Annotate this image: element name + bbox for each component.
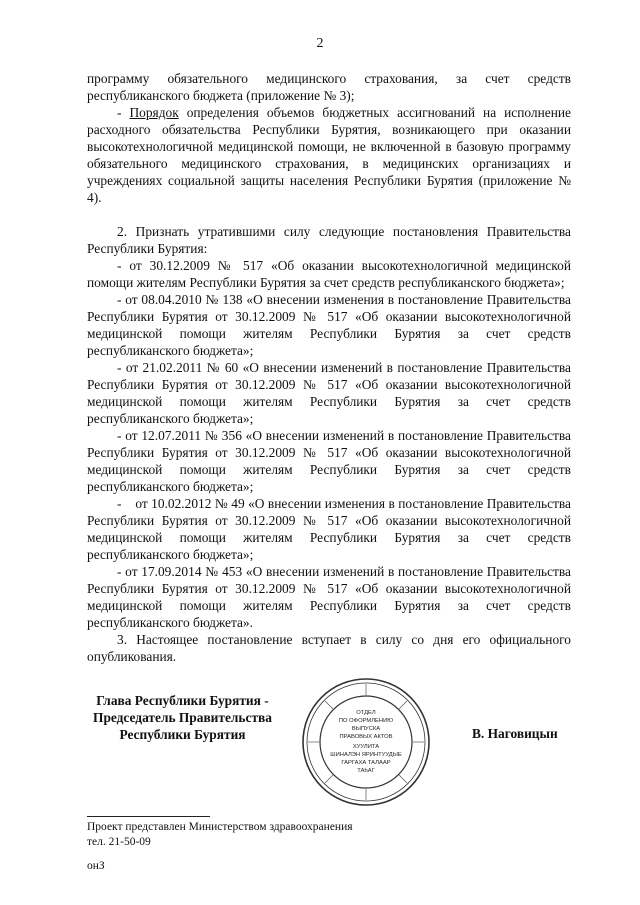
seal-text: ПО ОФОРМЛЕНИЮ	[338, 718, 394, 724]
seal-text: ХУУЛИТА	[352, 744, 380, 750]
paragraph-2: 2. Признать утратившими силу следующие постановления Правительства Республики Бурятия:	[87, 224, 571, 256]
signatory-title-line: Председатель Правительства	[93, 710, 272, 725]
seal-text: ШИНАЛЭН ЯРИНТУУДЫЕ	[330, 752, 402, 758]
footnote-divider	[87, 816, 210, 817]
order-link[interactable]: Порядок	[129, 105, 179, 120]
list-item: - от 30.12.2009 № 517 «Об оказании высокотехнологичной медицинской помощи жителям Республики Бурятия за счет средств республиканского бюджета»;	[87, 258, 571, 290]
seal-text: ГАРГАХА ТАЛААР	[341, 760, 391, 766]
footer-phone: тел. 21-50-09	[87, 836, 151, 848]
list-item: - от 08.04.2010 № 138 «О внесении изменения в постановление Правительства Республики Бурятия от 30.12.2009 № 517 «Об оказании высокотехнологичной медицинской помощи жителям Республики Бурятия за счет средств республиканского бюджета»;	[87, 292, 571, 358]
order-text: определения объемов бюджетных ассигнований на исполнение расходного обязательства Республики Бурятия, возникающего при оказании высокотехнологичной медицинской помощи, не включенной в базовую программу обязательного медицинского страхования, в медицинских организациях и учреждениях социальной защиты населения Республики Бурятия (приложение № 4).	[87, 105, 572, 205]
footer-note	[87, 820, 353, 850]
signatory-title	[80, 692, 285, 743]
list-item: - от 12.07.2011 № 356 «О внесении изменений в постановление Правительства Республики Бурятия от 30.12.2009 № 517 «Об оказании высокотехнологичной медицинской помощи жителям Республики Бурятия за счет средств республиканского бюджета»;	[87, 428, 571, 494]
list-item: - от 10.02.2012 № 49 «О внесении изменения в постановление Правительства Республики Бурятия от 30.12.2009 № 517 «Об оказании высокотехнологичной медицинской помощи жителям Республики Бурятия за счет средств республиканского бюджета»;	[87, 496, 575, 562]
seal-text: ОТДЕЛ	[356, 710, 376, 716]
order-dash: -	[117, 105, 130, 120]
signatory-title-line: Республики Бурятия	[119, 727, 246, 742]
paragraph-order	[87, 104, 571, 206]
list-item: - от 17.09.2014 № 453 «О внесении изменений в постановление Правительства Республики Бурятия от 30.12.2009 № 517 «Об оказании высокотехнологичной медицинской помощи жителям Республики Бурятия за счет средств республиканского бюджета».	[87, 564, 571, 630]
footer-reference: онЗ	[87, 860, 105, 872]
seal-text: ВЫПУСКА	[351, 726, 381, 732]
seal-text: ТАһАГ	[357, 768, 375, 774]
official-seal	[300, 676, 432, 808]
page-number: 2	[316, 36, 324, 51]
footer-line: Проект представлен Министерством здравоохранения	[87, 821, 353, 833]
paragraph-3: 3. Настоящее постановление вступает в силу со дня его официального опубликования.	[87, 632, 571, 664]
signatory-title-line: Глава Республики Бурятия -	[96, 693, 269, 708]
paragraph-intro: программу обязательного медицинского страхования, за счет средств республиканского бюджета (приложение № 3);	[87, 71, 571, 103]
seal-text: ПРАВОВЫХ АКТОВ	[339, 734, 393, 740]
list-item: - от 21.02.2011 № 60 «О внесении изменений в постановление Правительства Республики Бурятия от 30.12.2009 № 517 «Об оказании высокотехнологичной медицинской помощи жителям Республики Бурятия за счет средств республиканского бюджета»;	[87, 360, 571, 426]
document-body	[87, 70, 575, 665]
signatory-name: В. Наговицын	[472, 726, 558, 741]
